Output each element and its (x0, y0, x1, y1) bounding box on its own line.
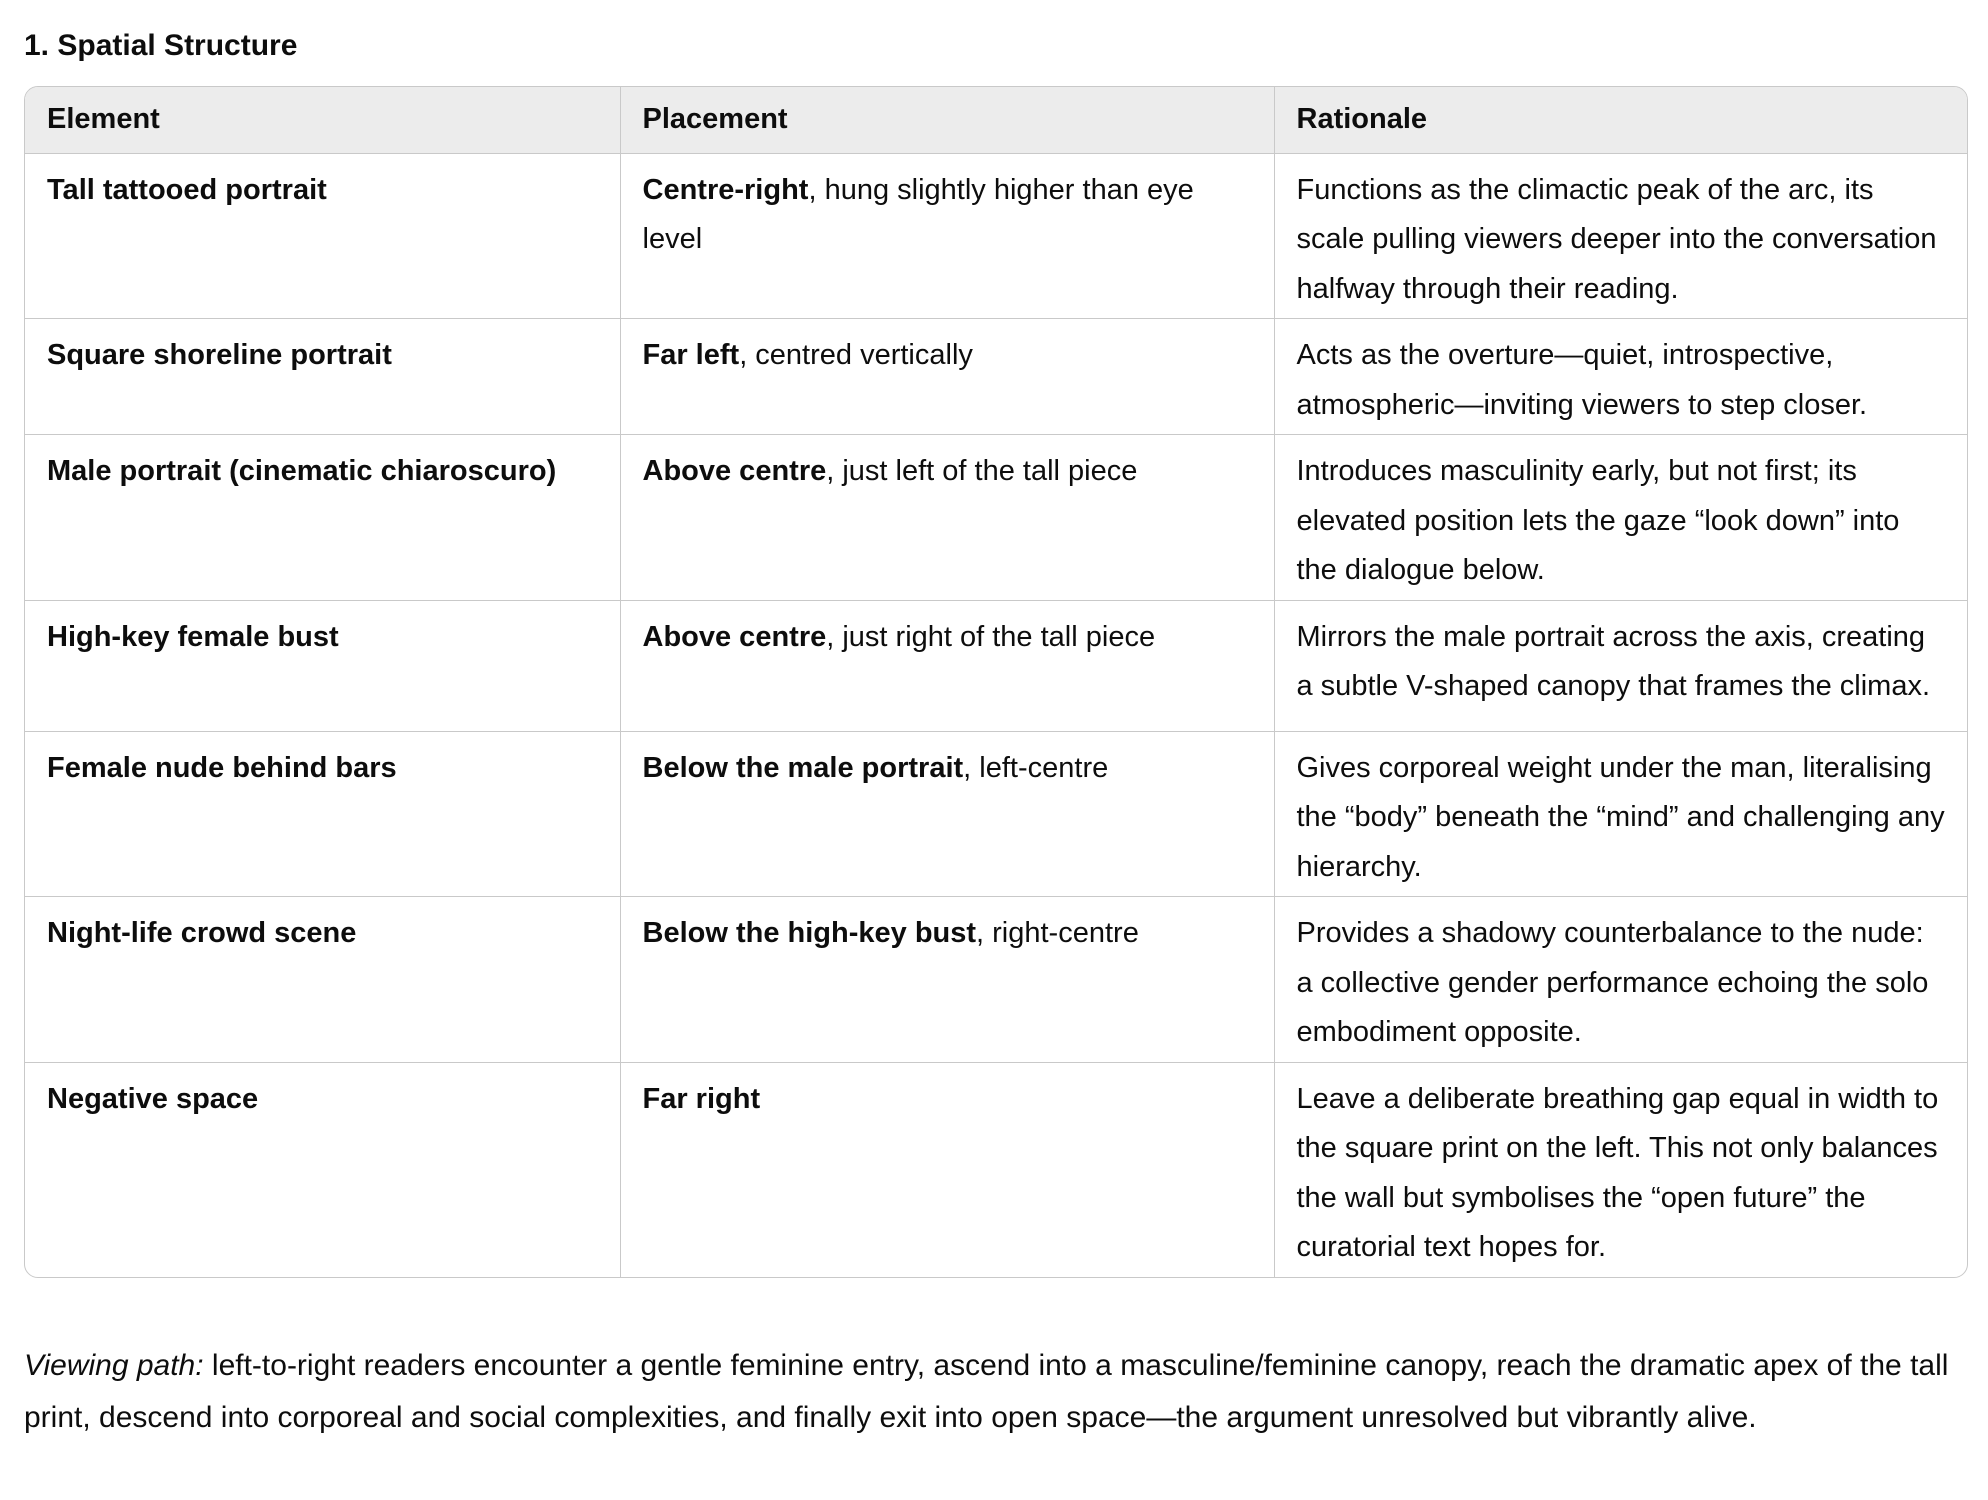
cell-rationale: Provides a shadowy counterbalance to the nude: a collective gender performance echoing the solo embodiment opposite. (1274, 897, 1967, 1063)
placement-strong: Far left (642, 339, 740, 371)
placement-strong: Far right (642, 1082, 761, 1115)
table-row (25, 1062, 1967, 1277)
viewing-path-label: Viewing path: (24, 1349, 204, 1382)
cell-placement (620, 319, 1274, 435)
placement-rest: , right-centre (976, 917, 1139, 949)
cell-element: Tall tattooed portrait (25, 153, 620, 319)
placement-strong: Above centre (642, 455, 827, 487)
cell-rationale: Functions as the climactic peak of the arc, its scale pulling viewers deeper into the conversation halfway through their reading. (1274, 153, 1967, 319)
spatial-structure-table (24, 86, 1968, 1278)
viewing-path-paragraph (24, 1340, 1964, 1444)
cell-rationale: Gives corporeal weight under the man, literalising the “body” beneath the “mind” and challenging any hierarchy. (1274, 731, 1967, 897)
placement-rest: , centred vertically (739, 339, 973, 371)
placement-strong: Centre-right (642, 173, 809, 206)
cell-rationale: Acts as the overture—quiet, introspective, atmospheric—inviting viewers to step closer. (1274, 319, 1967, 435)
cell-rationale: Leave a deliberate breathing gap equal in width to the square print on the left. This not only balances the wall but symbolises the “open future” the curatorial text hopes for. (1296, 1082, 1939, 1263)
cell-element: Female nude behind bars (25, 731, 620, 897)
placement-rest: , just right of the tall piece (826, 620, 1156, 653)
viewing-path-text: left-to-right readers encounter a gentle feminine entry, ascend into a masculine/feminine canopy, reach the dramatic apex of the tall print, descend into corporeal and social complexities, and finally exit into open space—the argument unresolved but vibrantly alive. (24, 1349, 1949, 1434)
cell-placement (620, 897, 1274, 1063)
placement-rest: , hung slightly higher than eye level (642, 173, 1194, 255)
placement-rest: , just left of the tall piece (826, 455, 1138, 487)
header-rationale: Rationale (1274, 87, 1967, 153)
table-row (25, 153, 1967, 319)
cell-rationale: Mirrors the male portrait across the axis, creating a subtle V-shaped canopy that frames the climax. (1274, 600, 1967, 731)
table-body (25, 153, 1967, 1277)
header-row (25, 87, 1967, 153)
section-heading: 1. Spatial Structure (24, 29, 298, 62)
table-header (25, 87, 1967, 153)
cell-element: Negative space (25, 1062, 620, 1277)
table-row (25, 897, 1967, 1063)
placement-strong: Below the male portrait (642, 751, 964, 784)
cell-placement (620, 600, 1274, 731)
cell-element: Male portrait (cinematic chiaroscuro) (25, 435, 620, 601)
cell-element: Square shoreline portrait (25, 319, 620, 435)
cell-element: High-key female bust (25, 600, 620, 731)
cell-placement (620, 1062, 1274, 1277)
table-row (25, 435, 1967, 601)
table (25, 87, 1967, 1277)
cell-placement (620, 153, 1274, 319)
table-row (25, 731, 1967, 897)
header-placement: Placement (620, 87, 1274, 153)
header-element: Element (25, 87, 620, 153)
placement-rest: , left-centre (963, 751, 1109, 784)
table-row (25, 319, 1967, 435)
cell-rationale: Introduces masculinity early, but not first; its elevated position lets the gaze “look down” into the dialogue below. (1274, 435, 1967, 601)
table-row (25, 600, 1967, 731)
cell-placement (620, 435, 1274, 601)
placement-strong: Below the high-key bust (642, 917, 977, 949)
placement-strong: Above centre (642, 620, 827, 653)
cell-element: Night-life crowd scene (25, 897, 620, 1063)
cell-placement (620, 731, 1274, 897)
